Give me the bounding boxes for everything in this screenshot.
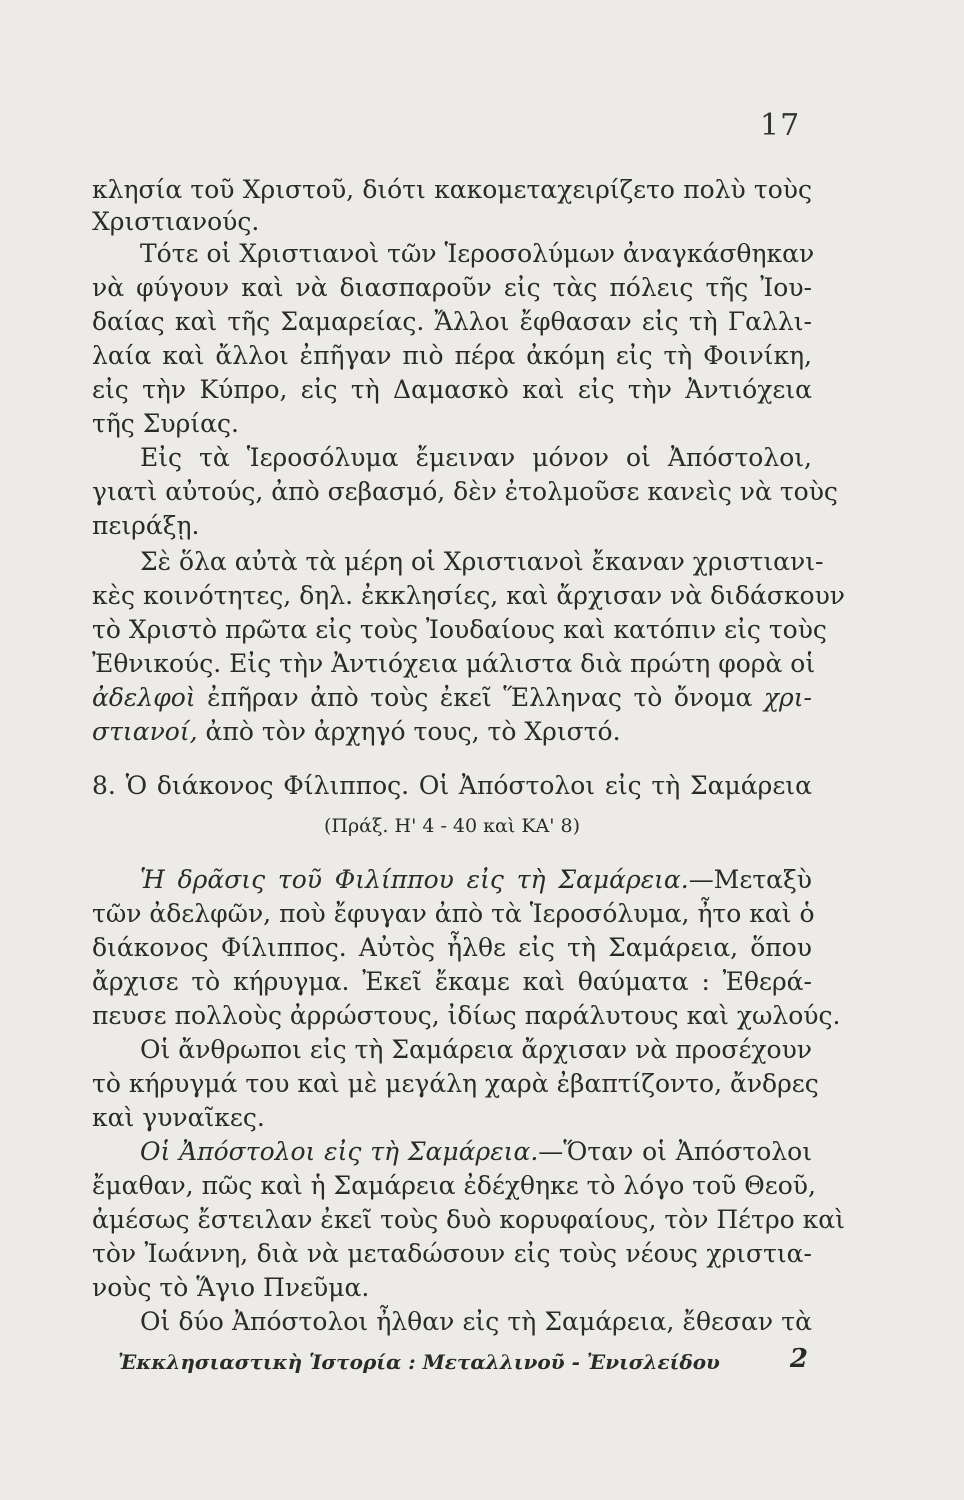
text-line: Οἱ ἄνθρωποι εἰς τὴ Σαμάρεια ἄρχισαν νὰ προσέχουν [140,1035,812,1064]
text-line: ἔμαθαν, πῶς καὶ ἡ Σαμάρεια ἐδέχθηκε τὸ λόγο τοῦ Θεοῦ, [92,1171,816,1200]
text-run: —Ὅταν οἱ Ἀπόστολοι [538,1137,812,1166]
text-line: κὲς κοινότητες, δηλ. ἐκκλησίες, καὶ ἄρχισαν νὰ διδάσκουν [92,581,846,610]
text-line: πευσε πολλοὺς ἀρρώστους, ἰδίως παράλυτους καὶ χωλούς. [92,1001,841,1030]
text-line: διάκονος Φίλιππος. Αὐτὸς ἦλθε εἰς τὴ Σαμάρεια, ὅπου [92,933,812,962]
text-line: ἀμέσως ἔστειλαν ἐκεῖ τοὺς δυὸ κορυφαίους, τὸν Πέτρο καὶ [92,1205,845,1234]
text-line [140,1136,812,1168]
text-line: Εἰς τὰ Ἱεροσόλυμα ἔμειναν μόνον οἱ Ἀπόστολοι, [140,443,812,472]
section-reference: (Πράξ. Η' 4 - 40 καὶ ΚΑ' 8) [323,815,581,837]
footer-text: Ἐκκλησιαστικὴ Ἱστορία : Μεταλλινοῦ - Ἐνισλείδου [118,1350,720,1374]
section-heading: 8. Ὁ διάκονος Φίλιππος. Οἱ Ἀπόστολοι εἰς τὴ Σαμάρεια [92,771,812,800]
text-line: κλησία τοῦ Χριστοῦ, διότι κακομεταχειρίζετο πολὺ τοὺς [92,175,812,204]
text-line [92,682,812,714]
italic-term: ἀδελφοὶ [92,683,196,712]
text-run: —Μεταξὺ [688,865,812,894]
text-line: εἰς τὴν Κύπρο, εἰς τὴ Δαμασκὸ καὶ εἰς τὴν Ἀντιόχεια [92,375,812,404]
page-footer [118,1344,808,1374]
signature-number: 2 [789,1344,808,1374]
text-run: ἀπὸ τὸν ἀρχηγό τους, τὸ Χριστό. [197,717,621,746]
text-line: καὶ γυναῖκες. [92,1103,265,1132]
text-line: ἄρχισε τὸ κήρυγμα. Ἐκεῖ ἔκαμε καὶ θαύματα : Ἐθερά- [92,967,812,996]
subsection-title: Οἱ Ἀπόστολοι εἰς τὴ Σαμάρεια. [140,1137,539,1166]
text-line: Οἱ δύο Ἀπόστολοι ἦλθαν εἰς τὴ Σαμάρεια, ἔθεσαν τὰ [140,1307,812,1336]
text-line: τὸν Ἰωάννη, διὰ νὰ μεταδώσουν εἰς τοὺς νέους χριστια- [92,1239,812,1268]
text-line: Τότε οἱ Χριστιανοὶ τῶν Ἱεροσολύμων ἀναγκάσθηκαν [140,239,815,268]
text-line: τῆς Συρίας. [92,409,239,438]
text-line: δαίας καὶ τῆς Σαμαρείας. Ἄλλοι ἔφθασαν εἰς τὴ Γαλλι- [92,307,812,336]
text-line: γιατὶ αὐτούς, ἀπὸ σεβασμό, δὲν ἐτολμοῦσε κανεὶς νὰ τοὺς [92,477,838,506]
page-number: 17 [760,108,801,143]
text-line [140,864,812,896]
italic-term: στιανοί, [92,717,198,746]
text-line: πειράξῃ. [92,511,200,540]
italic-term: χρι- [763,683,812,712]
text-line: τῶν ἀδελφῶν, ποὺ ἔφυγαν ἀπὸ τὰ Ἱεροσόλυμα, ἦτο καὶ ὁ [92,899,815,928]
text-line: Χριστιανούς. [92,207,260,236]
text-line: λαία καὶ ἄλλοι ἐπῆγαν πιὸ πέρα ἀκόμη εἰς τὴ Φοινίκη, [92,341,812,370]
text-line: Σὲ ὅλα αὐτὰ τὰ μέρη οἱ Χριστιανοὶ ἔκαναν χριστιανι- [140,547,824,576]
text-run: ἐπῆραν ἀπὸ τοὺς ἐκεῖ Ἕλληνας τὸ ὄνομα [195,683,764,712]
text-line: τὸ Χριστὸ πρῶτα εἰς τοὺς Ἰουδαίους καὶ κατόπιν εἰς τοὺς [92,615,827,644]
text-line: νοὺς τὸ Ἅγιο Πνεῦμα. [92,1273,370,1302]
text-line: νὰ φύγουν καὶ νὰ διασπαροῦν εἰς τὰς πόλεις τῆς Ἰου- [92,273,812,302]
text-line: τὸ κήρυγμά του καὶ μὲ μεγάλη χαρὰ ἐβαπτίζοντο, ἄνδρες [92,1069,819,1098]
subsection-title: Ἡ δρᾶσις τοῦ Φιλίππου εἰς τὴ Σαμάρεια. [140,865,689,894]
text-line: Ἐθνικούς. Εἰς τὴν Ἀντιόχεια μάλιστα διὰ πρώτη φορὰ οἱ [92,649,816,678]
text-line [92,716,812,748]
